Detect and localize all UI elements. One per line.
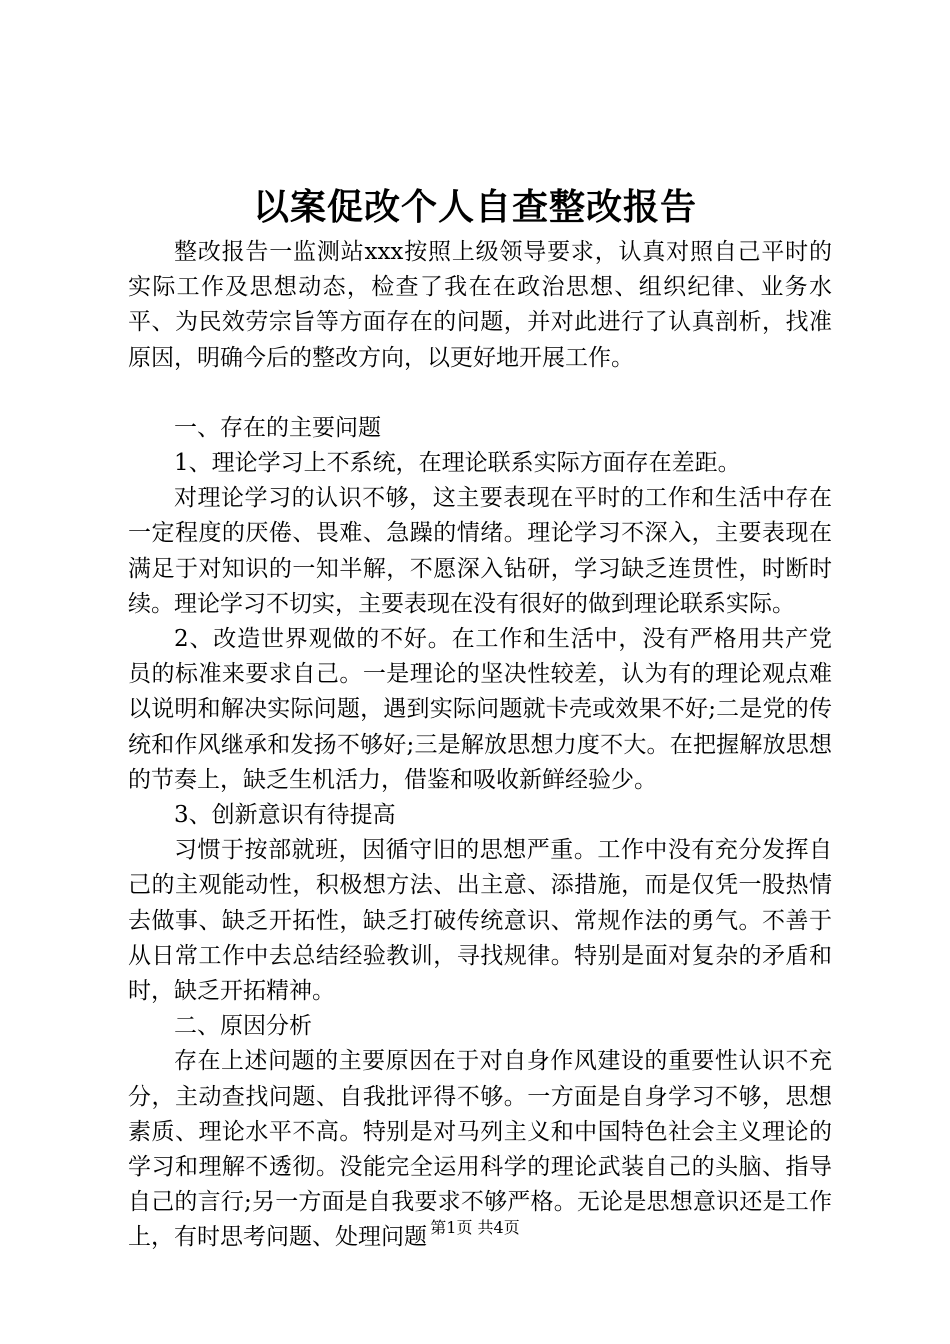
paragraph-causes: 存在上述问题的主要原因在于对自身作风建设的重要性认识不充分，主动查找问题、自我批评得不够。一方面是自身学习不够，思想素质、理论水平不高。特别是对马列主义和中国特色社会主义理论的学习和理解不透彻。没能完全运用科学的理论武装自己的头脑、指导自己的言行;另一方面是自我要求不够严格。无论是思想意识还是工作上，有时思考问题、处理问题 bbox=[128, 1048, 832, 1251]
page-footer: 第1页 共4页 bbox=[430, 1218, 520, 1237]
document-body bbox=[128, 235, 832, 1256]
intro-paragraph: 整改报告一监测站xxx按照上级领导要求，认真对照自己平时的实际工作及思想动态，检查了我在在政治思想、组织纪律、业务水平、为民效劳宗旨等方面存在的问题，并对此进行了认真剖析，找准原因，明确今后的整改方向，以更好地开展工作。 bbox=[128, 239, 832, 371]
subheading-innovation: 3、创新意识有待提高 bbox=[174, 802, 396, 829]
paragraph-innovation: 习惯于按部就班，因循守旧的思想严重。工作中没有充分发挥自己的主观能动性，积极想方法、出主意、添措施，而是仅凭一股热情去做事、缺乏开拓性，缺乏打破传统意识、常规作法的勇气。不善于从日常工作中去总结经验教训，寻找规律。特别是面对复杂的矛盾和时，缺乏开拓精神。 bbox=[128, 837, 832, 1005]
section-heading-causes: 二、原因分析 bbox=[174, 1013, 312, 1040]
section-heading-problems: 一、存在的主要问题 bbox=[174, 414, 381, 441]
page-title: 以案促改个人自查整改报告 bbox=[252, 186, 697, 228]
paragraph-theory-study: 对理论学习的认识不够，这主要表现在平时的工作和生活中存在一定程度的厌倦、畏难、急躁的情绪。理论学习不深入，主要表现在满足于对知识的一知半解，不愿深入钻研，学习缺乏连贯性，时断时续。理论学习不切实，主要表现在没有很好的做到理论联系实际。 bbox=[128, 485, 832, 617]
subheading-theory-study: 1、理论学习上不系统，在理论联系实际方面存在差距。 bbox=[174, 450, 741, 477]
paragraph-worldview: 2、改造世界观做的不好。在工作和生活中，没有严格用共产党员的标准来要求自己。一是理论的坚决性较差，认为有的理论观点难以说明和解决实际问题，遇到实际问题就卡壳或效果不好;二是党的传统和作风继承和发扬不够好;三是解放思想力度不大。在把握解放思想的节奏上，缺乏生机活力，借鉴和吸收新鲜经验少。 bbox=[128, 626, 832, 793]
